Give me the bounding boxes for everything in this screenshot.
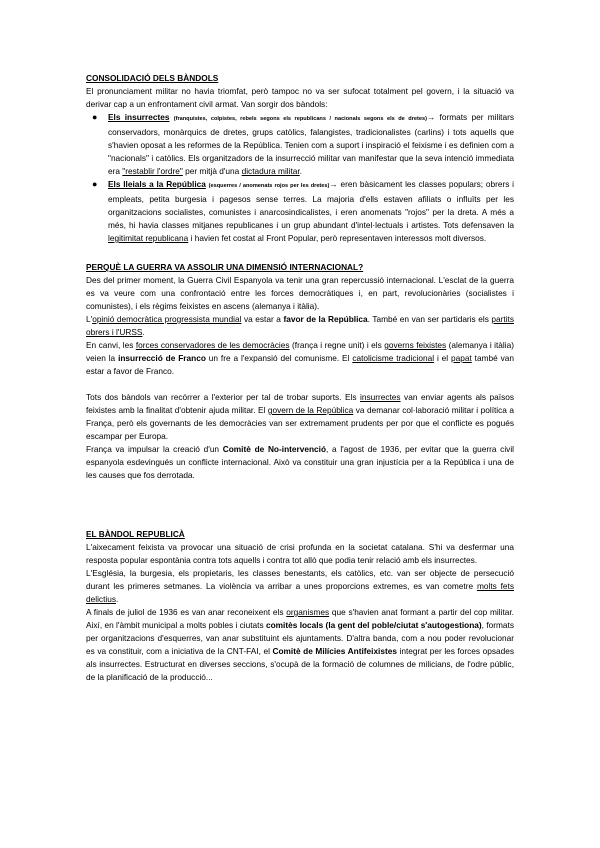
text: .: [299, 166, 303, 176]
term-lleials: Els lleials a la República: [108, 179, 206, 189]
section-title-bandol-republica: EL BÀNDOL REPUBLICÀ: [86, 529, 185, 539]
underlined-text: opinió democràtica progressista mundial: [92, 314, 242, 324]
underlined-text: dictadura militar: [241, 166, 300, 176]
paragraph: [86, 313, 514, 339]
text: van enviar agents als països feixistes amb la finalitat d'obtenir ajuda militar. El: [86, 392, 514, 415]
paragraph: [86, 339, 514, 378]
spacer: [86, 378, 514, 391]
bullet-icon: ●: [92, 179, 98, 189]
text: En canvi, les: [86, 340, 136, 350]
bold-text: Comitè de No-intervenció: [222, 444, 327, 454]
text: i havien fet costat al Front Popular, però representaven interessos molt diversos.: [188, 233, 487, 243]
note: (franquistes, colpistes, rebels segons els republicans / nacionals segons els de dretes): [173, 116, 427, 122]
text: .: [142, 327, 145, 337]
text: per mitjà d'una: [182, 166, 242, 176]
paragraph: Des del primer moment, la Guerra Civil Espanyola va tenir una gran repercussió internacional. L'esclat de la guerra es va veure com una confrontació entre les forces democràtiques i, en part, revolucionàries (socialistes i comunistes), i els règims feixistes en ascens (alemanya i itàlia).: [86, 275, 514, 311]
text: → eren bàsicament les classes populars; obrers i empleats, petita burgesia i pagesos sense terres. La majoria d'ells estaven afiliats o influïts per les organitzacions socialistes, comunistes i anarcosindicalistes, i eren anomenats "rojos" per la dreta. A més a més, hi havia classes mitjanes republicanes i un grup abundant d'intel·lectuals i artistes. Tots defensaven la: [108, 179, 515, 230]
paragraph: [86, 443, 514, 482]
note: (esquerres / anomenats rojos per les dretes): [208, 183, 330, 189]
section-title-internacional: PERQUÈ LA GUERRA VA ASSOLIR UNA DIMENSIÓ INTERNACIONAL?: [86, 262, 364, 272]
list-item: [86, 178, 514, 245]
text: va demanar col·laboració militar i política a França, però els governants de les democràcies van ser extremament prudents per por que el conflicte es pogués escampar per Europa.: [86, 405, 515, 441]
bold-text: Comitè de Milícies Antifeixistes: [272, 646, 397, 656]
text: , a l'agost de 1936, per evitar que la guerra civil espanyola esdevingués un conflicte internacional. Això va constituir una gran injustícia per a la República i una de les causes que fos derrotada.: [86, 444, 515, 480]
text: A finals de juliol de 1936 es van anar reconeixent els: [86, 607, 287, 617]
paragraph: L'aixecament feixista va provocar una situació de crisi profunda en la societat catalana. S'hi va desfermar una resposta popular espontània contra tots aquells i contra tot allò que podia tenir relació amb els insurrectes.: [86, 542, 514, 565]
paragraph: [86, 85, 514, 111]
text: integrat per les forces opsades als insurrectes. Estructurat en diverses seccions, s'ocupà de la formació de columnes de milicians, de l'odre públic, de la planificació de la producció...: [86, 646, 514, 682]
underlined-text: governs feixistes: [384, 340, 447, 350]
bold-text: comitès locals (la gent del poble/ciutat s'autogestiona): [265, 620, 482, 630]
underlined-text: organismes: [286, 607, 330, 617]
underlined-text: insurrectes: [359, 392, 401, 402]
underlined-text: papat: [451, 353, 472, 363]
underlined-text: molts fets delictius: [86, 581, 514, 604]
text: va estar a: [241, 314, 284, 324]
bullet-icon: ●: [92, 112, 98, 122]
text: Tots dos bàndols van recórrer a l'exterior per tal de trobar suports. Els: [86, 392, 360, 402]
document-content: [86, 72, 514, 684]
underlined-text: forces conservadores de les democràcies: [135, 340, 290, 350]
text: que s'havien anat formant a partir del cop militar. Així, en l'àmbit municipal a molts pobles i ciutats: [86, 607, 514, 630]
text: (alemanya i itàlia) veien la: [86, 340, 514, 363]
text: França va impulsar la creació d'un: [86, 444, 223, 454]
spacer: [86, 245, 514, 261]
bold-text: favor de la República: [283, 314, 368, 324]
text: L'Església, la burgesia, els propietaris, les classes benestants, els catòlics, etc. van ser objecte de persecució durant les primeres setmanes. La violència va arribar a unes proporcions extremes, es van cometre: [86, 568, 514, 591]
text: .: [115, 594, 119, 604]
text: un fre a l'expansió del comunisme. El: [205, 353, 353, 363]
paragraph: [86, 606, 514, 684]
spacer: [86, 482, 514, 528]
bullet-list: [86, 111, 514, 245]
text: també van estar a favor de Franco.: [86, 353, 514, 376]
underlined-text: partits obrers i l'URSS: [86, 314, 514, 337]
text: . També en van ser partidaris els: [367, 314, 492, 324]
term-insurrectes: Els insurrectes: [108, 112, 170, 122]
list-item: [86, 111, 514, 178]
text: , formats per organitzacions d'esquerres, van anar substituint els ajuntaments. D'altra banda, com a nou poder revolucionar es va constituir, com a iniciativa de la CNT-FAI, el: [86, 620, 514, 656]
bold-text: insurrecció de Franco: [118, 353, 206, 363]
text: i el: [434, 353, 452, 363]
text: → formats per militars conservadors, monàrquics de dretes, grups catòlics, falangistes, tradicionalistes (carlins) i tots aquells que s'havien oposat a les reformes de la República. Tenien com a suport i inspiració el feixisme i es definien com a "nacionals" i catòlics. Els organitzadors de la insurrecció militar van manifestar que la seva intenció immediata era: [108, 112, 515, 176]
underlined-text: "restablir l'ordre": [122, 166, 183, 176]
text: (frança i regne unit) i els: [289, 340, 385, 350]
paragraph: [86, 391, 514, 443]
underlined-text: legitimitat republicana: [108, 233, 189, 243]
text: L': [86, 314, 93, 324]
section-title-consolidacio: CONSOLIDACIÓ DELS BÀNDOLS: [86, 73, 219, 83]
underlined-text: govern de la República: [267, 405, 354, 415]
underlined-text: catolicisme tradicional: [352, 353, 435, 363]
text: El pronunciament militar no havia triomfat, però tampoc no va ser sufocat totalment pel govern, i la situació va derivar cap a un enfrontament civil armat. Van sorgir dos bàndols:: [86, 86, 514, 109]
paragraph: [86, 567, 514, 606]
